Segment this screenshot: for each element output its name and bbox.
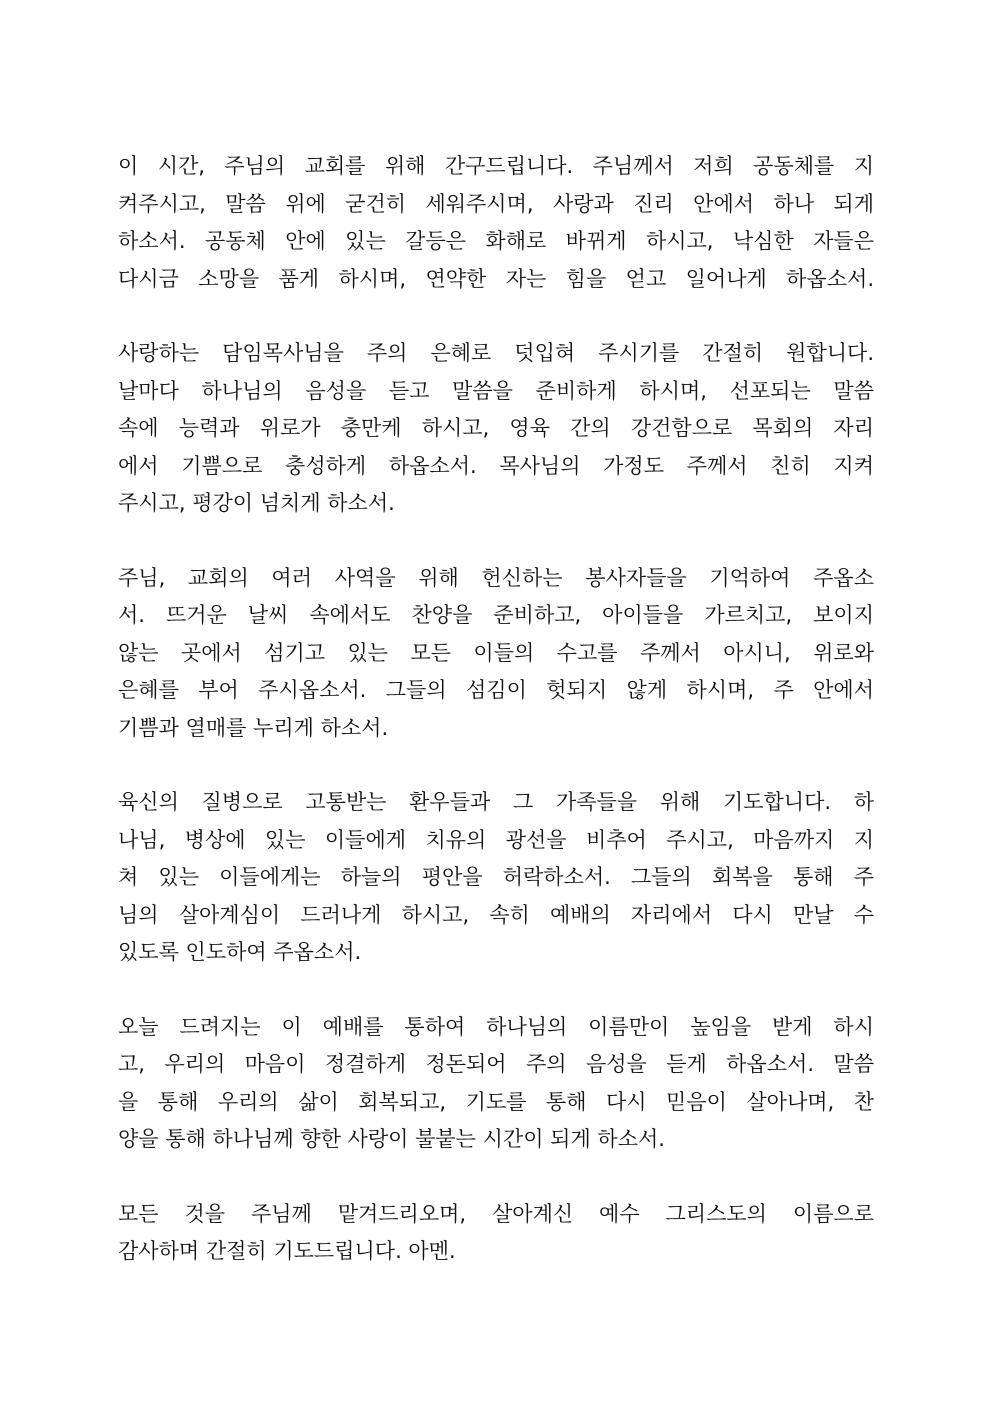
text-line: 사랑하는 담임목사님을 주의 은혜로 덧입혀 주시기를 간절히 원합니다. <box>118 341 874 365</box>
text-line: 기쁨과 열매를 누리게 하소서. <box>118 715 389 740</box>
paragraph-patients <box>118 784 874 972</box>
text-line: 나님, 병상에 있는 이들에게 치유의 광선을 비추어 주시고, 마음까지 지 <box>118 827 874 852</box>
text-line: 않는 곳에서 섬기고 있는 모든 이들의 수고를 주께서 아시니, 위로와 <box>118 640 874 665</box>
text-line: 쳐 있는 이들에게는 하늘의 평안을 허락하소서. 그들의 회복을 통해 주 <box>118 865 874 889</box>
text-line: 켜주시고, 말씀 위에 굳건히 세워주시며, 사랑과 진리 안에서 하나 되게 <box>118 191 874 216</box>
paragraph-closing <box>118 1196 874 1271</box>
text-line: 다시금 소망을 품게 하시며, 연약한 자는 힘을 얻고 일어나게 하옵소서. <box>118 266 874 291</box>
paragraph-volunteers <box>118 560 874 748</box>
text-line: 님의 살아계심이 드러나게 하시고, 속히 예배의 자리에서 다시 만날 수 <box>118 902 874 927</box>
text-line: 주님, 교회의 여러 사역을 위해 헌신하는 봉사자들을 기억하여 주옵소 <box>118 565 874 590</box>
text-line: 서. 뜨거운 날씨 속에서도 찬양을 준비하고, 아이들을 가르치고, 보이지 <box>118 603 874 627</box>
text-line: 이 시간, 주님의 교회를 위해 간구드립니다. 주님께서 저희 공동체를 지 <box>118 154 874 178</box>
text-line: 은혜를 부어 주시옵소서. 그들의 섬김이 헛되지 않게 하시며, 주 안에서 <box>118 678 874 702</box>
text-line: 주시고, 평강이 넘치게 하소서. <box>118 491 395 515</box>
text-line: 양을 통해 하나님께 향한 사랑이 불붙는 시간이 되게 하소서. <box>118 1127 665 1151</box>
text-line: 오늘 드려지는 이 예배를 통하여 하나님의 이름만이 높임을 받게 하시 <box>118 1014 874 1039</box>
text-line: 있도록 인도하여 주옵소서. <box>118 940 362 964</box>
text-line: 날마다 하나님의 음성을 듣고 말씀을 준비하게 하시며, 선포되는 말씀 <box>118 378 874 403</box>
text-line: 고, 우리의 마음이 정결하게 정돈되어 주의 음성을 듣게 하옵소서. 말씀 <box>118 1052 874 1076</box>
paragraph-church-community <box>118 148 874 298</box>
text-line: 속에 능력과 위로가 충만케 하시고, 영육 간의 강건함으로 목회의 자리 <box>118 416 874 440</box>
text-line: 모든 것을 주님께 맡겨드리오며, 살아계신 예수 그리스도의 이름으로 <box>118 1201 874 1226</box>
text-line: 육신의 질병으로 고통받는 환우들과 그 가족들을 위해 기도합니다. 하 <box>118 790 874 814</box>
text-line: 을 통해 우리의 삶이 회복되고, 기도를 통해 다시 믿음이 살아나며, 찬 <box>118 1089 874 1114</box>
paragraph-worship <box>118 1009 874 1159</box>
text-line: 감사하며 간절히 기도드립니다. 아멘. <box>118 1239 456 1263</box>
prayer-text <box>118 148 874 1308</box>
text-line: 에서 기쁨으로 충성하게 하옵소서. 목사님의 가정도 주께서 친히 지켜 <box>118 453 874 478</box>
paragraph-senior-pastor <box>118 335 874 523</box>
text-line: 하소서. 공동체 안에 있는 갈등은 화해로 바뀌게 하시고, 낙심한 자들은 <box>118 229 874 253</box>
